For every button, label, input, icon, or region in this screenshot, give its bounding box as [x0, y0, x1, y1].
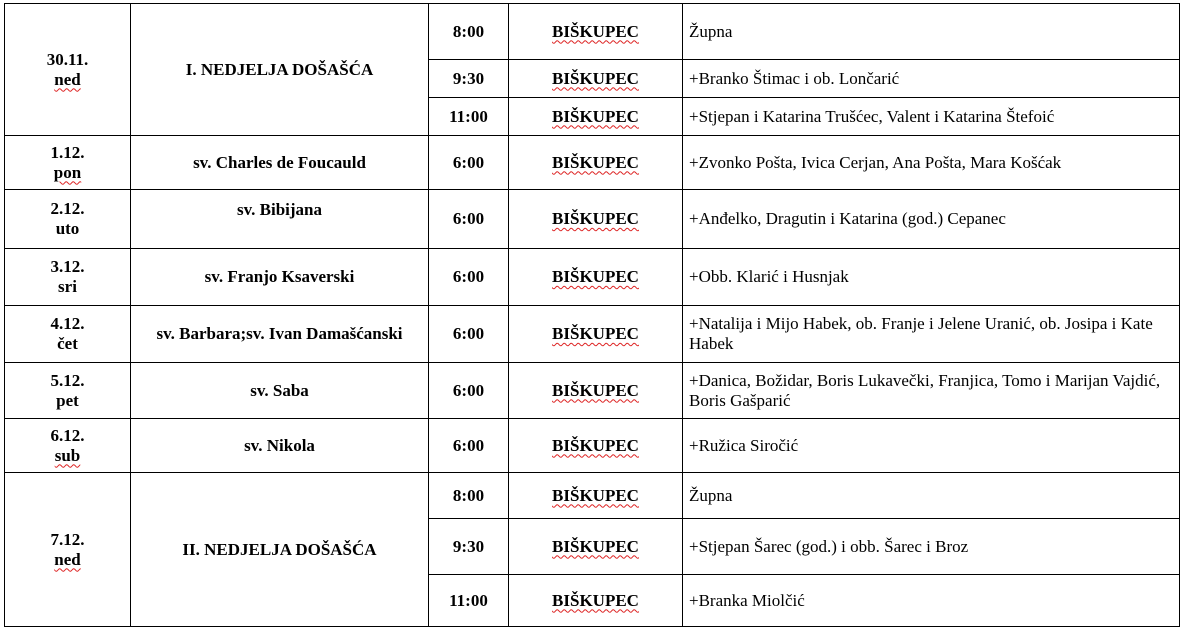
- intention-cell: +Zvonko Pošta, Ivica Cerjan, Ana Pošta, Mara Košćak: [683, 136, 1180, 190]
- weekday-label: sub: [54, 445, 81, 465]
- place-label: BIŠKUPEC: [552, 21, 639, 41]
- place-cell: [509, 136, 683, 190]
- date-label: 3.12.: [50, 257, 85, 276]
- weekday-label: čet: [57, 334, 78, 353]
- time-cell: 6:00: [429, 136, 509, 190]
- time-cell: 9:30: [429, 519, 509, 575]
- table-row: [5, 306, 1180, 363]
- table-row: [5, 419, 1180, 473]
- time-cell: 6:00: [429, 306, 509, 363]
- date-cell: [5, 190, 131, 249]
- weekday-label: ned: [54, 69, 81, 89]
- place-label: BIŠKUPEC: [552, 380, 639, 400]
- weekday-label: sri: [58, 277, 77, 296]
- place-label: BIŠKUPEC: [552, 536, 639, 556]
- intention-cell: +Branka Miolčić: [683, 575, 1180, 627]
- time-cell: 11:00: [429, 575, 509, 627]
- feast-cell: sv. Bibijana: [131, 190, 429, 249]
- place-label: BIŠKUPEC: [552, 590, 639, 610]
- date-cell: [5, 136, 131, 190]
- mass-schedule-table: [4, 3, 1180, 627]
- weekday-label: uto: [55, 219, 80, 238]
- time-cell: 8:00: [429, 4, 509, 60]
- date-label: 7.12.: [50, 529, 85, 549]
- weekday-label: ned: [54, 549, 81, 569]
- date-label: 30.11.: [46, 49, 89, 69]
- intention-cell: +Natalija i Mijo Habek, ob. Franje i Jelene Uranić, ob. Josipa i Kate Habek: [683, 306, 1180, 363]
- time-cell: 8:00: [429, 473, 509, 519]
- feast-cell: II. NEDJELJA DOŠAŠĆA: [131, 473, 429, 627]
- place-cell: [509, 419, 683, 473]
- table-row: [5, 473, 1180, 519]
- place-cell: [509, 363, 683, 419]
- time-cell: 11:00: [429, 98, 509, 136]
- feast-cell: sv. Franjo Ksaverski: [131, 249, 429, 306]
- date-label: 2.12.: [50, 199, 85, 218]
- place-label: BIŠKUPEC: [552, 152, 639, 172]
- date-cell: [5, 306, 131, 363]
- date-cell: [5, 4, 131, 136]
- table-row: [5, 136, 1180, 190]
- date-label: 5.12.: [50, 370, 85, 390]
- place-cell: [509, 473, 683, 519]
- place-cell: [509, 60, 683, 98]
- intention-cell: +Ružica Siročić: [683, 419, 1180, 473]
- feast-cell: sv. Nikola: [131, 419, 429, 473]
- place-cell: [509, 190, 683, 249]
- intention-cell: Župna: [683, 473, 1180, 519]
- date-cell: [5, 473, 131, 627]
- place-cell: [509, 306, 683, 363]
- table-row: [5, 190, 1180, 249]
- intention-cell: +Stjepan Šarec (god.) i obb. Šarec i Broz: [683, 519, 1180, 575]
- weekday-label: pon: [53, 162, 82, 182]
- date-label: 1.12.: [50, 142, 85, 162]
- intention-cell: +Stjepan i Katarina Trušćec, Valent i Katarina Štefoić: [683, 98, 1180, 136]
- feast-cell: sv. Barbara;sv. Ivan Damašćanski: [131, 306, 429, 363]
- feast-cell: I. NEDJELJA DOŠAŠĆA: [131, 4, 429, 136]
- place-cell: [509, 249, 683, 306]
- place-label: BIŠKUPEC: [552, 324, 639, 343]
- weekday-label: pet: [56, 390, 79, 410]
- place-label: BIŠKUPEC: [552, 435, 639, 455]
- date-cell: [5, 419, 131, 473]
- place-label: BIŠKUPEC: [552, 485, 639, 505]
- place-label: BIŠKUPEC: [552, 267, 639, 286]
- intention-cell: Župna: [683, 4, 1180, 60]
- table-row: [5, 4, 1180, 60]
- date-cell: [5, 249, 131, 306]
- time-cell: 6:00: [429, 419, 509, 473]
- place-cell: [509, 575, 683, 627]
- time-cell: 9:30: [429, 60, 509, 98]
- date-cell: [5, 363, 131, 419]
- place-label: BIŠKUPEC: [552, 68, 639, 88]
- table-row: [5, 363, 1180, 419]
- time-cell: 6:00: [429, 190, 509, 249]
- feast-cell: sv. Saba: [131, 363, 429, 419]
- place-cell: [509, 519, 683, 575]
- place-cell: [509, 98, 683, 136]
- time-cell: 6:00: [429, 249, 509, 306]
- intention-cell: +Branko Štimac i ob. Lončarić: [683, 60, 1180, 98]
- intention-cell: +Anđelko, Dragutin i Katarina (god.) Cepanec: [683, 190, 1180, 249]
- time-cell: 6:00: [429, 363, 509, 419]
- intention-cell: +Obb. Klarić i Husnjak: [683, 249, 1180, 306]
- place-cell: [509, 4, 683, 60]
- feast-cell: sv. Charles de Foucauld: [131, 136, 429, 190]
- intention-cell: +Danica, Božidar, Boris Lukavečki, Franjica, Tomo i Marijan Vajdić, Boris Gašparić: [683, 363, 1180, 419]
- date-label: 4.12.: [50, 314, 85, 333]
- place-label: BIŠKUPEC: [552, 106, 639, 126]
- place-label: BIŠKUPEC: [552, 209, 639, 228]
- date-label: 6.12.: [50, 425, 85, 445]
- table-row: [5, 249, 1180, 306]
